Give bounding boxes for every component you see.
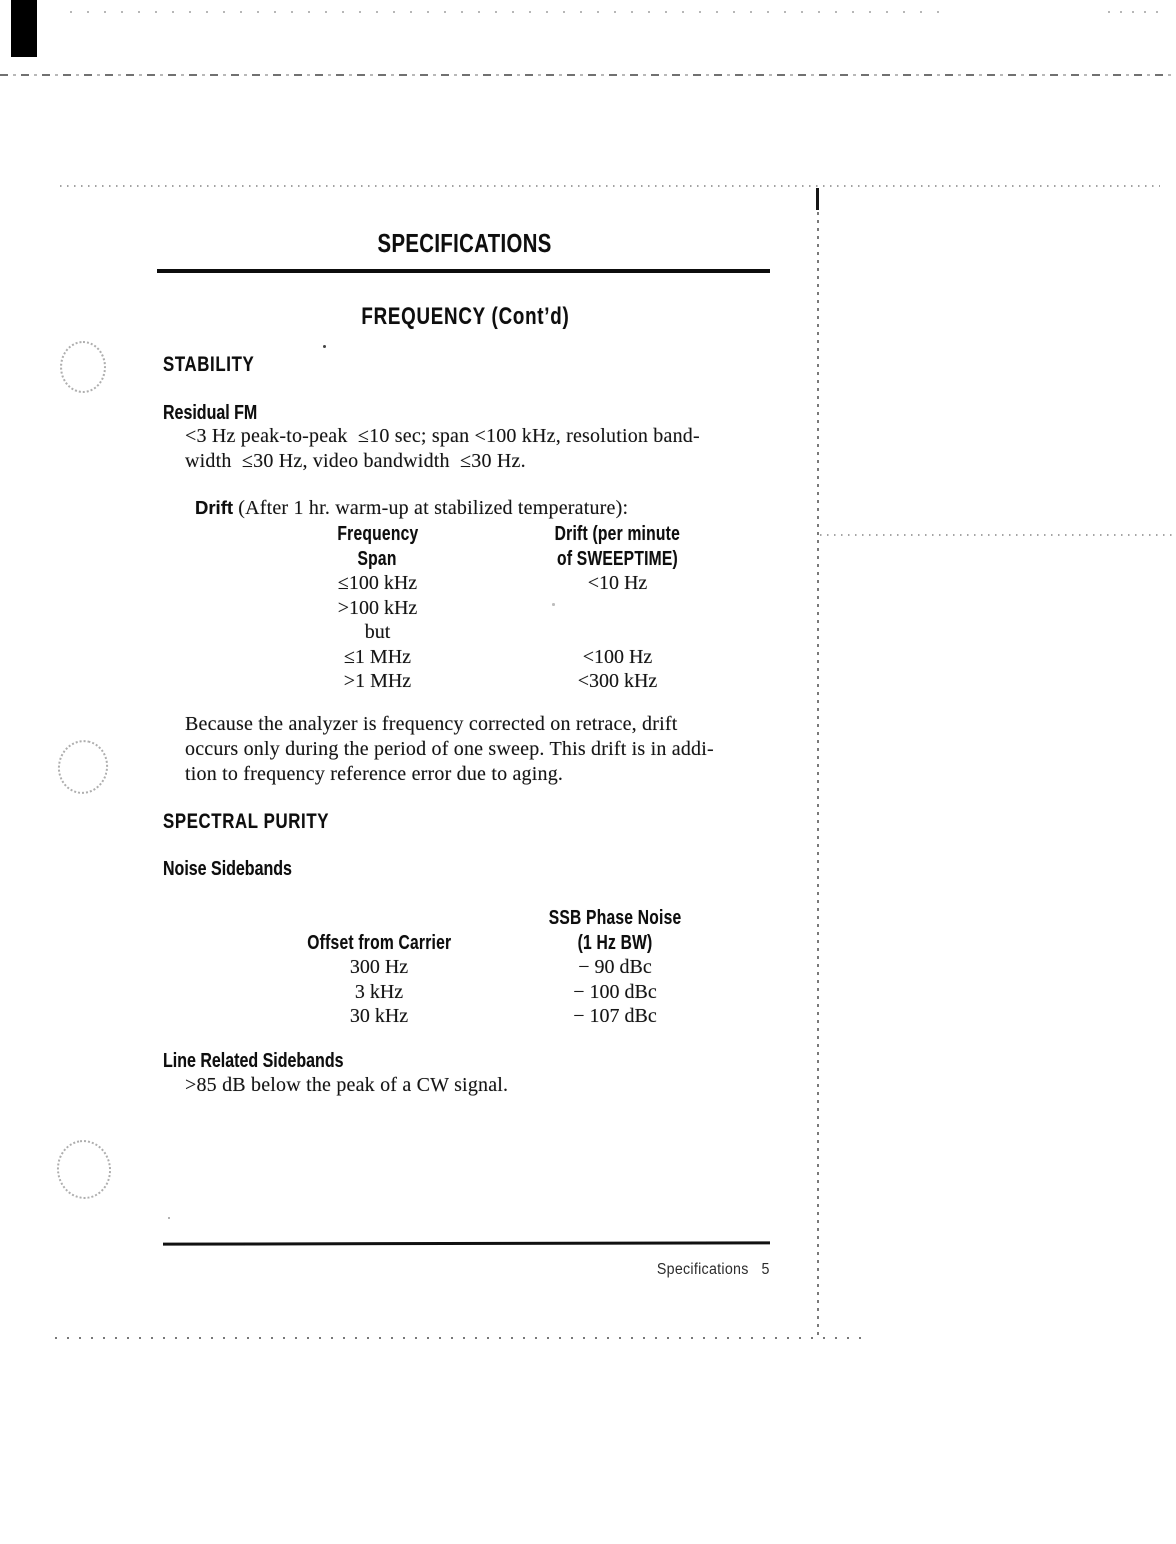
drift-note-line-3: tion to frequency reference error due to aging. bbox=[185, 763, 564, 786]
scan-artifact-page-right-edge bbox=[817, 188, 819, 1336]
scan-artifact-dotted-line-right bbox=[820, 534, 1176, 536]
page-footer bbox=[470, 1261, 770, 1279]
drift-table bbox=[160, 522, 770, 697]
noise-table-col-offset bbox=[254, 931, 504, 1029]
noise-table-col1-header: Offset from Carrier bbox=[306, 931, 452, 954]
footer-page-number: 5 bbox=[761, 1261, 770, 1278]
noise-table-cell: − 90 dBc bbox=[578, 956, 652, 978]
drift-table-cell: <100 Hz bbox=[582, 645, 653, 668]
noise-table-cell: 3 kHz bbox=[354, 980, 404, 1003]
drift-table-cell: ≤100 kHz bbox=[337, 572, 418, 594]
drift-table-col2-header-1: Drift (per minute bbox=[554, 523, 681, 545]
noise-table-col-phase-noise bbox=[490, 906, 740, 1029]
drift-label: Drift bbox=[195, 497, 234, 518]
residual-fm-line-1: <3 Hz peak-to-peak ≤10 sec; span <100 kHz, resolution band- bbox=[185, 425, 700, 447]
drift-table-col2-header-2: of SWEEPTIME) bbox=[557, 547, 678, 570]
drift-table-cell: but bbox=[364, 621, 391, 643]
line-related-sidebands-text: >85 dB below the peak of a CW signal. bbox=[185, 1074, 509, 1096]
page-title-text: SPECIFICATIONS bbox=[377, 228, 553, 258]
drift-text: (After 1 hr. warm-up at stabilized temperature): bbox=[233, 497, 629, 519]
drift-table-col1-header-1: Frequency bbox=[337, 523, 418, 545]
noise-sidebands-table bbox=[160, 906, 770, 1036]
scan-artifact-page-bottom-edge bbox=[55, 1337, 863, 1339]
noise-table-cell: 300 Hz bbox=[349, 956, 409, 978]
drift-note bbox=[185, 712, 714, 788]
punch-hole-mark-3 bbox=[53, 1137, 115, 1203]
drift-table-cell: ≤1 MHz bbox=[343, 645, 412, 668]
stability-heading: STABILITY bbox=[163, 353, 255, 376]
scan-artifact-edge-dark-segment bbox=[816, 188, 819, 210]
drift-table-col-drift bbox=[490, 522, 745, 694]
drift-note-line-2: occurs only during the period of one sweep. This drift is in addi- bbox=[185, 738, 714, 761]
scan-speck-1 bbox=[323, 345, 326, 348]
scan-artifact-page-top-edge bbox=[60, 185, 1160, 187]
scan-artifact-dotted-line-top-right bbox=[1108, 11, 1168, 13]
residual-fm-heading: Residual FM bbox=[163, 402, 258, 424]
section-subtitle-text: FREQUENCY (Cont’d) bbox=[360, 303, 570, 330]
noise-table-cell: − 107 dBc bbox=[573, 1005, 657, 1027]
drift-table-cell: >100 kHz bbox=[337, 596, 418, 619]
drift-table-cell bbox=[490, 596, 745, 621]
section-subtitle bbox=[160, 303, 770, 331]
noise-table-cell: − 100 dBc bbox=[573, 980, 657, 1003]
spectral-purity-heading: SPECTRAL PURITY bbox=[163, 810, 330, 833]
residual-fm-line-2: width ≤30 Hz, video bandwidth ≤30 Hz. bbox=[185, 450, 526, 472]
noise-table-cell: 30 kHz bbox=[349, 1005, 409, 1027]
drift-note-line-1: Because the analyzer is frequency corrected on retrace, drift bbox=[185, 713, 678, 735]
drift-table-cell bbox=[490, 620, 745, 645]
drift-table-cell: <300 kHz bbox=[577, 670, 658, 692]
drift-table-cell: <10 Hz bbox=[587, 572, 648, 594]
punch-hole-mark-1 bbox=[60, 341, 106, 393]
noise-table-col2-header-2: (1 Hz BW) bbox=[577, 931, 653, 954]
scan-artifact-dashed-line bbox=[0, 74, 1176, 76]
noise-sidebands-heading: Noise Sidebands bbox=[163, 858, 292, 880]
footer-label: Specifications bbox=[657, 1261, 749, 1278]
page-title bbox=[160, 228, 770, 259]
drift-table-col1-header-2: Span bbox=[357, 547, 398, 570]
noise-table-col2-header-1: SSB Phase Noise bbox=[548, 907, 682, 929]
drift-table-cell: >1 MHz bbox=[343, 670, 412, 692]
scan-speck-2 bbox=[168, 1217, 170, 1219]
scan-artifact-black-bar bbox=[11, 0, 37, 57]
line-related-sidebands-heading: Line Related Sidebands bbox=[163, 1050, 344, 1072]
residual-fm-body bbox=[185, 424, 700, 474]
scan-artifact-dotted-line-top bbox=[70, 11, 940, 13]
footer-rule bbox=[163, 1241, 770, 1245]
drift-table-col-frequency-span bbox=[250, 522, 505, 694]
title-rule bbox=[157, 269, 770, 273]
punch-hole-mark-2 bbox=[53, 735, 113, 798]
drift-intro-line bbox=[185, 474, 628, 520]
